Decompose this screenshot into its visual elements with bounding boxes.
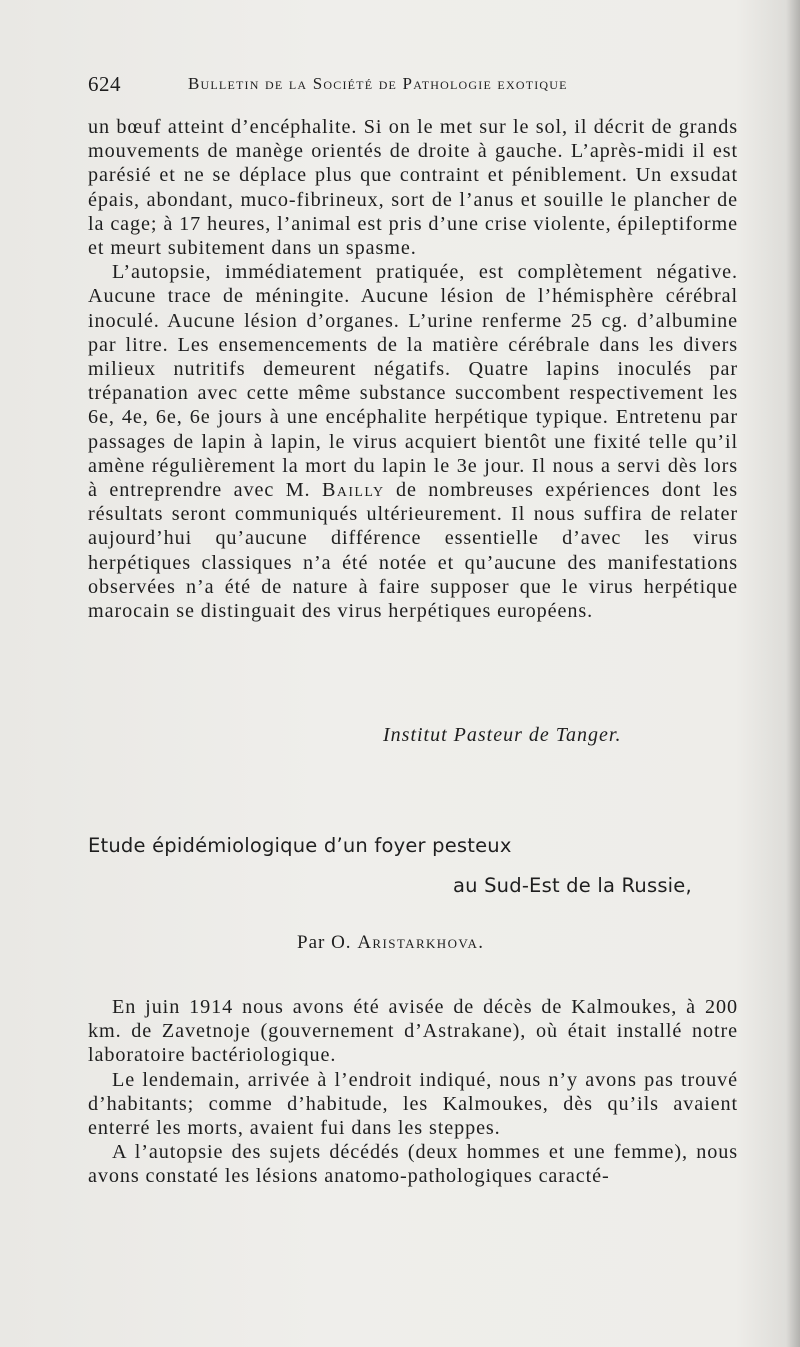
byline-prefix: Par O.: [297, 932, 358, 953]
article2-paragraph-3: A l’autopsie des sujets décédés (deux hommes et une femme), nous avons constaté les lésions anatomo-pathologiques caracté-: [88, 1141, 738, 1188]
byline-author: Aristarkhova.: [357, 932, 485, 953]
article1-paragraph-1: un bœuf atteint d’encéphalite. Si on le met sur le sol, il décrit de grands mouvements de manège orientés de droite à gauche. L’après-midi il est parésié et ne se déplace plus que contraint et péniblement. Un exsudat épais, abondant, muco-fibrineux, sort de l’anus et souille le plancher de la cage; à 17 heures, l’animal est pris d’une crise violente, épileptiforme et meurt subitement dans un spasme.: [88, 116, 738, 260]
page-edge-shadow: [786, 0, 800, 1347]
article-title-line-2: au Sud-Est de la Russie,: [453, 874, 692, 897]
article2-body: [88, 995, 738, 1189]
running-header: [88, 72, 748, 102]
article1-paragraph-2-text-a: L’autopsie, immédiatement pratiquée, est complètement négative. Aucune trace de méningite. Aucune lésion de l’hémisphère cérébral inoculé. Aucune lésion d’organes. L’urine renferme 25 cg. d’albumine par litre. Les ensemencements de la matière cérébrale dans les divers milieux nutritifs demeurent négatifs. Quatre lapins inoculés par trépanation avec cette même substance succombent respectivement les 6e, 4e, 6e, 6e jours à une encéphalite herpétique typique. Entretenu par passages de lapin à lapin, le virus acquiert bientôt une fixité telle qu’il amène régulièrement la mort du lapin le 3e jour. Il nous a servi dès lors à entreprendre avec M.: [88, 261, 738, 502]
article1-paragraph-2: [88, 260, 738, 623]
author-name-bailly: Bailly: [322, 479, 385, 502]
institution-signature: Institut Pasteur de Tanger.: [383, 724, 622, 746]
article1-body: [88, 115, 738, 623]
article-title-line-1: Etude épidémiologique d’un foyer pesteux: [88, 834, 512, 857]
article1-paragraph-2-text-b: de nombreuses expériences dont les résultats seront communiqués ultérieurement. Il nous suffira de relater aujourd’hui qu’aucune différence essentielle d’avec les virus herpétiques classiques n’a été notée et qu’aucune des manifestations observées n’a été de nature à faire supposer que le virus herpétique marocain se distinguait des virus herpétiques européens.: [88, 479, 738, 623]
article2-paragraph-1: En juin 1914 nous avons été avisée de décès de Kalmoukes, à 200 km. de Zavetnoje (gouvernement d’Astrakane), où était installé notre laboratoire bactériologique.: [88, 996, 738, 1067]
article2-paragraph-2: Le lendemain, arrivée à l’endroit indiqué, nous n’y avons pas trouvé d’habitants; comme d’habitude, les Kalmoukes, dès qu’ils avaient enterré les morts, avaient fui dans les steppes.: [88, 1068, 738, 1140]
page-number: 624: [88, 72, 121, 96]
running-title: Bulletin de la Société de Pathologie exotique: [188, 74, 568, 93]
article-byline: [297, 932, 484, 954]
